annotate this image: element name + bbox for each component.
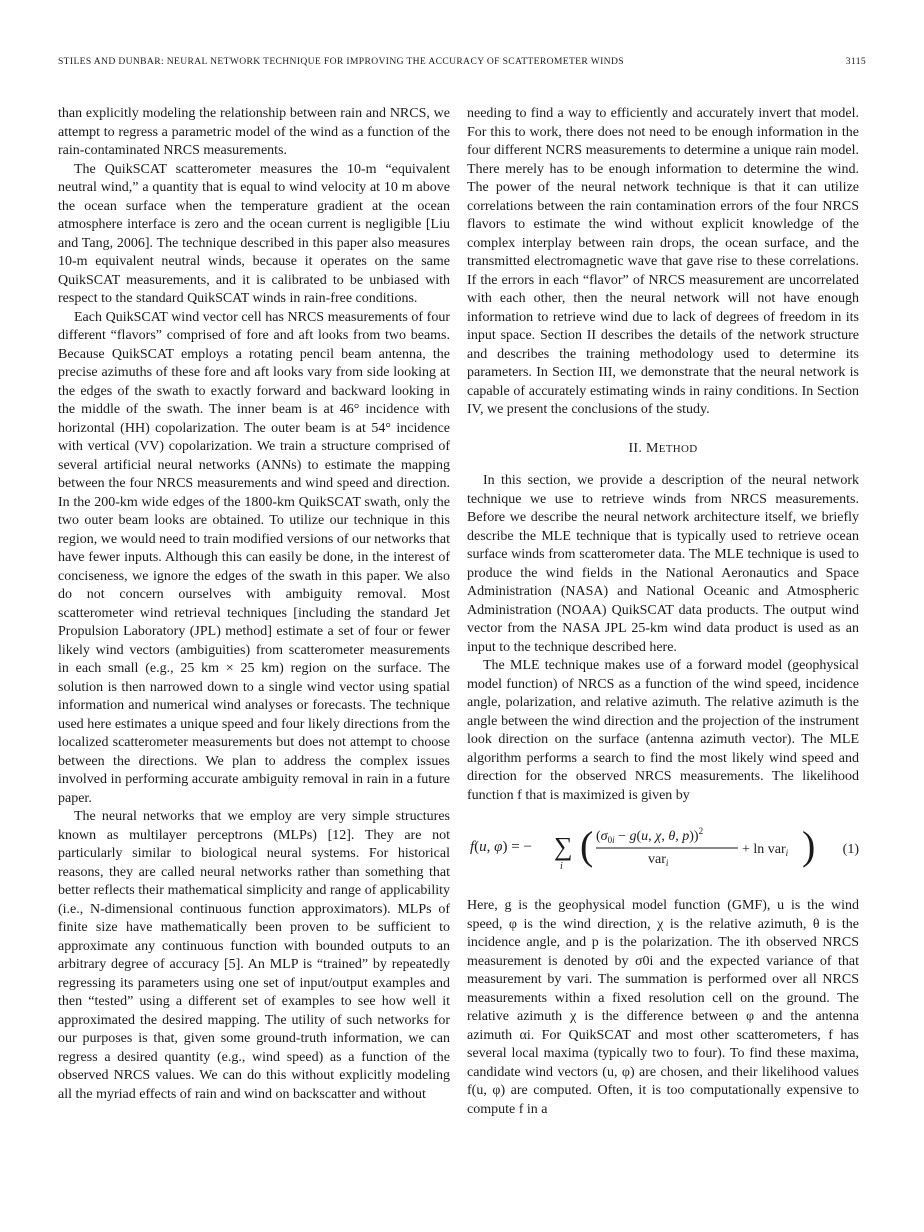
svg-text:): ) <box>802 823 816 869</box>
section-title: METHOD <box>646 440 698 456</box>
running-header <box>58 56 866 72</box>
svg-text:(σ0i − g(u, χ, θ, p))2: ($\sigma_{0i} - g(u$, χ, θ, p))$^2$ <box>596 826 704 846</box>
paragraph: than explicitly modeling the relationship between rain and NRCS, we attempt to regress a parametric model of the wind as a function of the rain-contaminated NRCS measurements. <box>58 106 450 158</box>
left-column <box>58 105 450 1104</box>
equation-glyphs <box>468 822 818 872</box>
running-title: STILES AND DUNBAR: NEURAL NETWORK TECHNIQUE FOR IMPROVING THE ACCURACY OF SCATTEROMETER WINDS <box>58 56 624 67</box>
paragraph: The MLE technique makes use of a forward model (geophysical model function) of NRCS as a function of the wind speed, incidence angle, polarization, and relative azimuth. The relative azimuth is the angle between the wind direction and the projection of the instrument look direction on the surface (antenna azimuth vector). The MLE algorithm performs a search to find the most likely wind speed and direction for the observed NRCS measurements. The likelihood function f that is maximized is given by <box>467 658 859 803</box>
page-number: 3115 <box>845 56 866 67</box>
svg-text:vari: var$_i$ <box>648 852 669 869</box>
right-column <box>467 105 859 1119</box>
section-number: II. <box>628 440 643 456</box>
likelihood-equation <box>467 822 819 878</box>
paragraph: In this section, we provide a description of the neural network technique we use to retrieve winds from NRCS measurements. Before we describe the neural network architecture itself, we briefly describe the MLE technique that is typically used to retrieve ocean surface winds from scatterometer data. The MLE technique is used to produce the wind fields in the National Aeronautics and Space Administration (NASA) and National Oceanic and Atmospheric Administration (NOAA) QuikSCAT data products. The output wind vector from the NASA JPL 25-km wind data product is used as an input to the technique described here. <box>467 473 859 655</box>
svg-text:+ ln vari: + ln var$_i$ <box>742 842 789 859</box>
paragraph: needing to find a way to efficiently and accurately invert that model. For this to work, there does not need to be enough information in the four different NCRS measurements to determine a unique rain model. There merely has to be enough information to determine the wind. The power of the neural network technique is that it can utilize correlations between the rain contamination errors of the four NRCS flavors to estimate the wind without explicit knowledge of the complex interplay between rain drops, the ocean surface, and the transmitted electromagnetic wave that gave rise to these correlations. If the errors in each “flavor” of NRCS measurement are uncorrelated with each other, then the neural network will not have enough information to retrieve wind due to lack of degrees of freedom in its input space. Section II describes the details of the network structure and describes the training methodology used to determine its parameters. In Section III, we demonstrate that the neural network is capable of accurately estimating winds in rainy conditions. In Section IV, we present the conclusions of the study. <box>467 106 859 417</box>
svg-text:f(u, φ) = −: f(u, φ) = − <box>470 839 532 856</box>
svg-text:∑: ∑ <box>554 832 573 862</box>
equation-number: (1) <box>842 841 859 857</box>
paragraph: Each QuikSCAT wind vector cell has NRCS measurements of four different “flavors” comprised of fore and aft looks from two beams. Because QuikSCAT employs a rotating pencil beam antenna, the precise azimuths of these fore and aft looks vary from side looking at the edges of the swath to exactly forward and backward looking in the middle of the swath. The inner beam is at 46° incidence with horizontal (HH) copolarization. The outer beam is at 54° incidence with vertical (VV) copolarization. We train a structure comprised of several artificial neural networks (ANNs) to estimate the mapping between the four NRCS measurements and wind speed and direction. In the 200-km wide edges of the 1800-km QuikSCAT swath, only the two outer beam looks are obtained. To utilize our technique in this region, we would need to train modified versions of our networks that have fewer inputs. Although this can easily be done, in the interest of conciseness, we ignore the edges of the swath in this paper. We also do not concern ourselves with ambiguity removal. Most scatterometer wind retrieval techniques [including the standard Jet Propulsion Laboratory (JPL) method] estimate a set of four or fewer likely wind vectors (ambiguities) from scatterometer measurements in each small (e.g., 25 km × 25 km) region on the surface. The solution is then narrowed down to a single wind vector using spatial information and numerical wind analyses or forecasts. The technique used here estimates a unique speed and four likely directions from the localized scatterometer measurements but does not attempt to choose between the directions. We plan to address the complex issues involved in performing accurate ambiguity removal in rain in a future paper. <box>58 309 450 806</box>
equation-block <box>467 823 859 873</box>
paragraph: The QuikSCAT scatterometer measures the 10-m “equivalent neutral wind,” a quantity that is equal to wind velocity at 10 m above the ocean surface when the temperature gradient at the ocean atmosphere interface is zero and the ocean current is negligible [Liu and Tang, 2006]. The technique described in this paper also measures 10-m equivalent neutral winds, because it operates on the same QuikSCAT measurements, and it is calibrated to be unbiased with respect to the standard QuikSCAT winds in rain-free conditions. <box>58 161 450 306</box>
section-heading <box>467 440 859 459</box>
paragraph: The neural networks that we employ are very simple structures known as multilayer perceptrons (MLPs) [12]. They are not particularly similar to biological neural systems. For historical reasons, they are called neural networks rather than something that better reflects their mathematical simplicity and range of applicability (i.e., N-dimensional continuous function approximators). MLPs of finite size have mathematically been proven to be sufficient to approximate any continuous function with bounded outputs to an arbitrary degree of accuracy [5]. An MLP is “trained” by repeatedly regressing its parameters using one set of input/output examples and then “tested” using a different set of examples to see how well it approximated the desired mapping. The utility of such networks for our purposes is that, given some ground-truth information, we can regress a desired quantity (e.g., wind speed) as a function of the observed NRCS values. We can do this without explicitly modeling all the myriad effects of rain and wind on backscatter and without <box>58 809 450 1102</box>
svg-text:i: i <box>560 861 563 873</box>
svg-text:(: ( <box>580 823 594 869</box>
paragraph: Here, g is the geophysical model function (GMF), u is the wind speed, φ is the wind direction, χ is the relative azimuth, θ is the incidence angle, and p is the polarization. The ith observed NRCS measurement is denoted by σ0i and the expected variance of that measurement by vari. The summation is performed over all NRCS measurements within a fixed resolution cell on the ground. The relative azimuth χ is the difference between φ and the antenna azimuth αi. For QuikSCAT and most other scatterometers, f has several local maxima (typically two to four). To find these maxima, candidate wind vectors (u, φ) are chosen, and their likelihood values f(u, φ) are computed. Often, it is too computationally expensive to compute f in a <box>467 898 859 1117</box>
